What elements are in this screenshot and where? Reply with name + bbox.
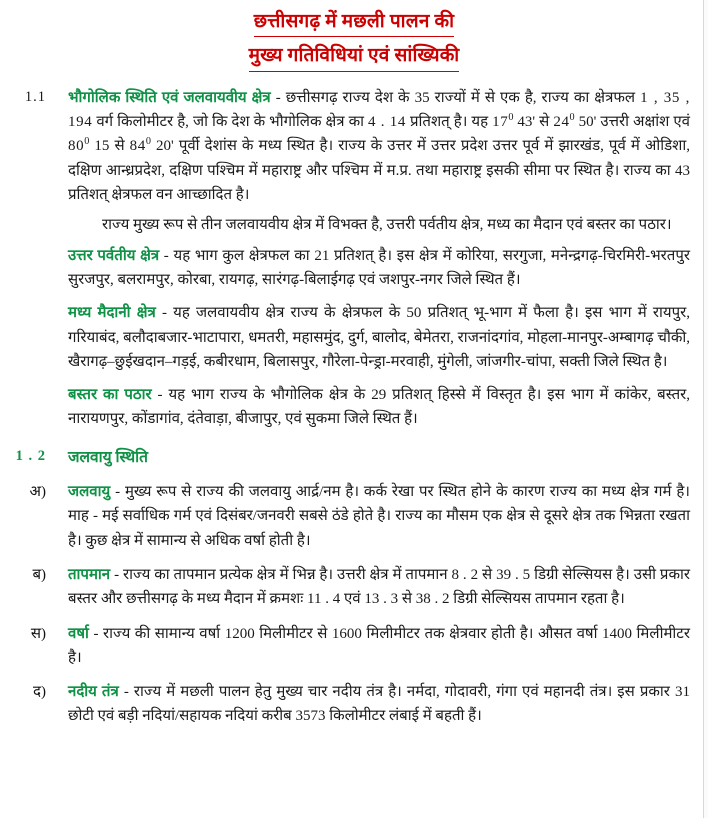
section-1-1-number: 1.1 bbox=[24, 88, 46, 105]
zone-central-paragraph bbox=[68, 301, 698, 374]
section-1-1-percent-value: 4 . 14 bbox=[368, 114, 406, 131]
zone-bastar-heading: बस्तर का पठार bbox=[68, 387, 152, 404]
item-rainfall-text: - राज्य की सामान्य वर्षा 1200 मिलीमीटर से 1600 मिलीमीटर तक क्षेत्रवार होती है। औसत वर्षा 1400 मिलीमीटर है। bbox=[68, 625, 690, 666]
zone-north-heading: उत्तर पर्वतीय क्षेत्र bbox=[68, 247, 160, 264]
zone-north-text: - यह भाग कुल क्षेत्रफल का 21 प्रतिशत् है। इस क्षेत्र में कोरिया, सरगुजा, मनेन्द्रगढ़-चिरमिरी-भरतपुर सुरजपुर, बलरामपुर, कोरबा, रायगढ़, सारंगढ़-बिलाईगढ़ एवं जशपुर-नगर जिले स्थित हैं। bbox=[68, 247, 690, 288]
item-climate-text: - मुख्य रूप से राज्य की जलवायु आर्द्र/नम है। कर्क रेखा पर स्थित होने के कारण राज्य का मध्य क्षेत्र गर्म है। माह - मई सर्वाधिक गर्म एवं दिसंबर/जनवरी सबसे ठंडे होते है। राज्य का मौसम एक क्षेत्र से दूसरे क्षेत्र तक भिन्नता रखता है। कुछ क्षेत्र में सामान्य से अधिक वर्षा होती है। bbox=[68, 484, 690, 549]
zone-bastar-text: - यह भाग राज्य के भौगोलिक क्षेत्र के 29 प्रतिशत् हिस्से में विस्तृत है। इस भाग में कांकेर, बस्तर, नारायणपुर, कोंडागांव, दंतेवाड़ा, बीजापुर, एवं सुकमा जिले स्थित हैं। bbox=[68, 387, 690, 428]
item-temperature-paragraph bbox=[68, 563, 698, 612]
zone-north-block bbox=[0, 244, 698, 293]
longitude-end-deg: 84 bbox=[129, 138, 146, 155]
item-temperature-marker: ब) bbox=[32, 566, 46, 583]
item-river-system-paragraph bbox=[68, 680, 698, 729]
section-1-1 bbox=[0, 86, 698, 207]
section-1-2-heading: जलवायु स्थिति bbox=[68, 448, 148, 466]
item-climate-paragraph bbox=[68, 480, 698, 553]
section-1-1-text-f: 15 से bbox=[89, 138, 130, 155]
section-1-2 bbox=[0, 445, 698, 470]
section-1-1-text-a: - छत्तीसगढ़ राज्य देश के 35 राज्यों में से एक है, राज्य का क्षेत्रफल bbox=[270, 89, 641, 106]
degree-icon: 0 bbox=[145, 136, 151, 148]
item-rainfall-paragraph bbox=[68, 622, 698, 671]
item-river-system-heading: नदीय तंत्र bbox=[68, 684, 119, 701]
item-rainfall-marker: स) bbox=[30, 625, 46, 642]
zones-intro-paragraph: राज्य मुख्य रूप से तीन जलवायवीय क्षेत्र में विभक्त है, उत्तरी पर्वतीय क्षेत्र, मध्य का मैदान एवं बस्तर का पठार। bbox=[102, 217, 672, 234]
zone-bastar-block bbox=[0, 383, 698, 432]
latitude-start-deg: 17 bbox=[492, 114, 509, 131]
section-1-1-paragraph bbox=[68, 86, 698, 207]
degree-icon: 0 bbox=[508, 112, 514, 124]
section-1-1-heading: भौगोलिक स्थिति एवं जलवायवीय क्षेत्र bbox=[68, 89, 271, 106]
item-river-system-text: - राज्य में मछली पालन हेतु मुख्य चार नदीय तंत्र है। नर्मदा, गोदावरी, गंगा एवं महानदी तंत्र। इस प्रकार 31 छोटी एवं बड़ी नदियां/सहायक नदियां करीब 3573 किलोमीटर लंबाई में बहती हैं। bbox=[68, 684, 690, 725]
zones-intro-block bbox=[0, 213, 698, 237]
latitude-end-deg: 24 bbox=[553, 114, 570, 131]
item-rainfall-heading: वर्षा bbox=[68, 625, 89, 642]
item-river-system-marker: द) bbox=[33, 684, 46, 701]
title-line-2-wrapper bbox=[0, 41, 708, 71]
item-rainfall bbox=[0, 622, 698, 671]
item-temperature-text: - राज्य का तापमान प्रत्येक क्षेत्र में भिन्न है। उत्तरी क्षेत्र में तापमान 8 . 2 से 39 . 5 डिग्री सेल्सियस है। उसी प्रकार बस्तर और छत्तीसगढ़ के मध्य मैदान में क्रमशः 11 . 4 एवं 13 . 3 से 38 . 2 डिग्री सेल्सियस तापमान रहता है। bbox=[68, 566, 690, 608]
page-edge-line bbox=[703, 0, 704, 818]
item-river-system bbox=[0, 680, 698, 729]
title-line-2: मुख्य गतिविधियां एवं सांख्यिकी bbox=[249, 41, 460, 71]
section-1-1-area-value: 1 , 35 , 194 bbox=[68, 89, 690, 131]
document-body bbox=[0, 86, 708, 729]
degree-icon: 0 bbox=[84, 136, 90, 148]
section-1-2-heading-paragraph bbox=[68, 445, 698, 470]
title-line-1-wrapper bbox=[0, 7, 708, 37]
section-1-1-text-e: 50' उत्तरी अक्षांश एवं bbox=[574, 114, 690, 131]
section-1-1-text-d: 43' से bbox=[513, 114, 554, 131]
page-edge-shadow bbox=[704, 0, 708, 818]
degree-icon: 0 bbox=[569, 112, 575, 124]
section-1-1-text-g: 20' पूर्वी देशांस के मध्य स्थित है। राज्य के उत्तर में उत्तर प्रदेश उत्तर पूर्व में झारखंड, पूर्व में ओडिशा, दक्षिण आन्ध्रप्रदेश, दक्षिण पश्चिम में महाराष्ट्र और पश्चिम में म.प्र. तथा महाराष्ट्र इसकी सीमा पर स्थित है। राज्य का 43 प्रतिशत् क्षेत्रफल वन आच्छादित है। bbox=[68, 138, 690, 204]
item-climate-heading: जलवायु bbox=[68, 484, 111, 501]
section-1-1-text-b: वर्ग किलोमीटर है, जो कि देश के भौगोलिक क्षेत्र का bbox=[92, 114, 369, 131]
item-climate bbox=[0, 480, 698, 553]
section-1-1-text-c: प्रतिशत् है। यह bbox=[405, 114, 493, 131]
zone-bastar-paragraph bbox=[68, 383, 698, 432]
section-1-2-number: 1 . 2 bbox=[15, 447, 46, 464]
longitude-start-deg: 80 bbox=[68, 138, 85, 155]
title-line-1: छत्तीसगढ़ में मछली पालन की bbox=[254, 7, 455, 37]
item-temperature bbox=[0, 563, 698, 612]
zone-central-block bbox=[0, 301, 698, 374]
zone-central-text: - यह जलवायवीय क्षेत्र राज्य के क्षेत्रफल के 50 प्रतिशत् भू-भाग में फैला है। इस भाग में रायपुर, गरियाबंद, बलौदाबजार-भाटापारा, धमतरी, महासमुंद, दुर्ग, बालोद, बेमेतरा, राजनांदगांव, मोहला-मानपुर-अम्बागढ़ चौकी, खैरागढ़–छुईखदान–गड़ई, कबीरधाम, बिलासपुर, गौरेला-पेन्ड्रा-मरवाही, मुंगेली, जांजगीर-चांपा, सक्ती जिले स्थित है। bbox=[68, 305, 690, 370]
item-climate-marker: अ) bbox=[29, 484, 46, 501]
document-title bbox=[0, 0, 708, 72]
item-temperature-heading: तापमान bbox=[68, 566, 111, 583]
zone-north-paragraph bbox=[68, 244, 698, 293]
zone-central-heading: मध्य मैदानी क्षेत्र bbox=[68, 305, 156, 322]
